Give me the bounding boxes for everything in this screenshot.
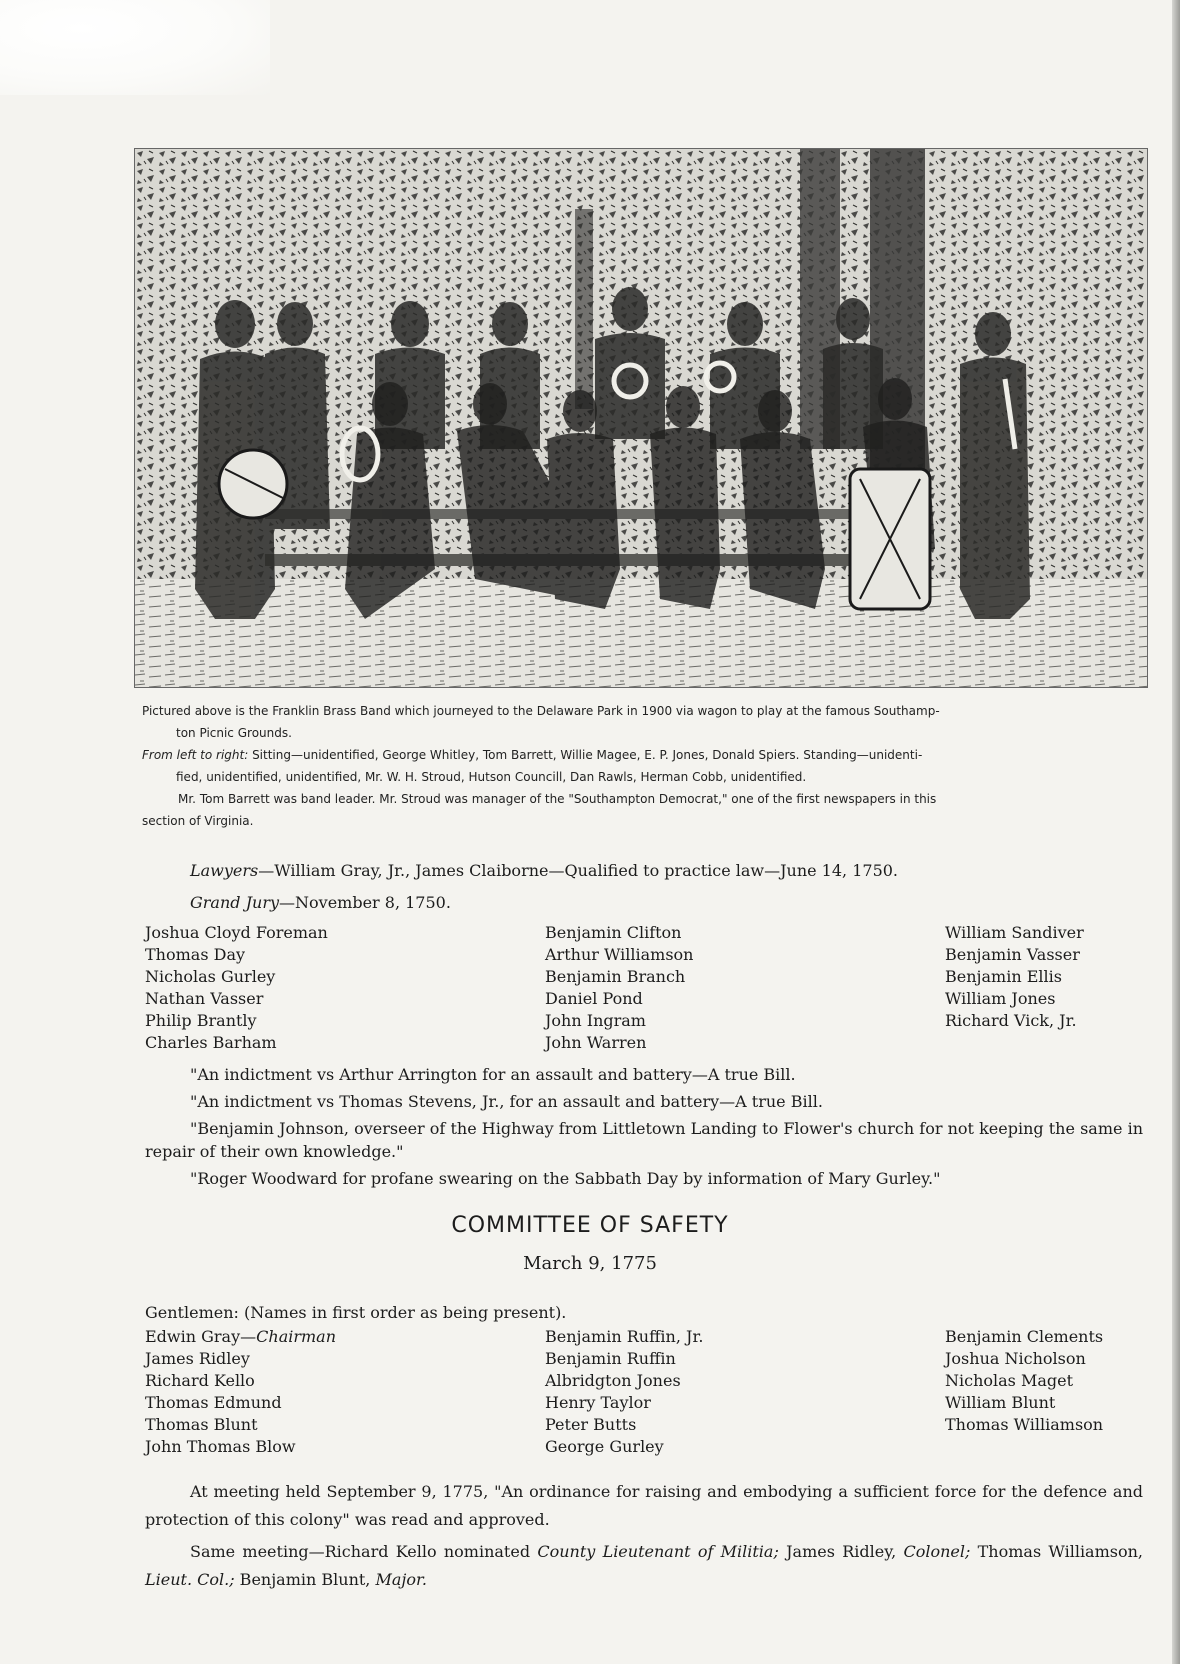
closing-text: James Ridley,	[778, 1542, 904, 1561]
indictments-section	[145, 1063, 1143, 1194]
jury-column-3	[945, 922, 1084, 1032]
closing-rank: County Lieutenant of Militia;	[537, 1542, 779, 1561]
closing-paragraph: At meeting held September 9, 1775, "An ordinance for raising and embodying a sufficient force for the defence and protection of this colony" was read and approved.	[145, 1482, 1143, 1529]
committee-name: Benjamin Ruffin	[545, 1349, 676, 1368]
committee-name: Benjamin Ruffin, Jr.	[545, 1327, 704, 1346]
lawyers-label: Lawyers	[190, 861, 259, 880]
caption-lead: From left to right:	[142, 748, 249, 762]
committee-name: Thomas Blunt	[145, 1415, 258, 1434]
jury-name: Philip Brantly	[145, 1011, 257, 1030]
caption-line: section of Virginia.	[142, 814, 254, 828]
indictment-paragraph: "Benjamin Johnson, overseer of the Highway from Littletown Landing to Flower's church for not keeping the same in repair of their own knowledge."	[145, 1119, 1143, 1161]
caption-line	[142, 744, 1144, 766]
committee-date: March 9, 1775	[523, 1253, 657, 1274]
jury-name: Charles Barham	[145, 1033, 277, 1052]
caption-text: Sitting—unidentified, George Whitley, Tom Barrett, Willie Magee, E. P. Jones, Donald Spiers. Standing—unidenti-	[248, 748, 923, 762]
committee-intro: Gentlemen: (Names in first order as being present).	[145, 1303, 567, 1322]
committee-name: Benjamin Clements	[945, 1327, 1104, 1346]
jury-name: Daniel Pond	[545, 989, 643, 1008]
committee-column-1	[145, 1326, 336, 1458]
closing-rank: Colonel;	[903, 1542, 971, 1561]
jury-name: Benjamin Ellis	[945, 967, 1062, 986]
closing-text: Thomas Williamson,	[970, 1542, 1143, 1561]
committee-name: Thomas Williamson	[945, 1415, 1104, 1434]
committee-name: James Ridley	[145, 1349, 250, 1368]
committee-name: Richard Kello	[145, 1371, 255, 1390]
jury-name: Arthur Williamson	[545, 945, 694, 964]
jury-name: Benjamin Clifton	[545, 923, 682, 942]
jury-name: Joshua Cloyd Foreman	[145, 923, 328, 942]
caption-line: fied, unidentified, unidentified, Mr. W. H. Stroud, Hutson Councill, Dan Rawls, Herman Cobb, unidentified.	[176, 770, 807, 784]
scan-blemish	[0, 0, 270, 95]
committee-name: Joshua Nicholson	[945, 1349, 1086, 1368]
committee-names	[145, 1326, 1145, 1461]
band-photograph	[134, 148, 1148, 688]
grand-jury-label: Grand Jury	[190, 893, 280, 912]
jury-name: Benjamin Branch	[545, 967, 686, 986]
closing-text: Benjamin Blunt,	[234, 1570, 376, 1589]
lawyers-text: —William Gray, Jr., James Claiborne—Qualified to practice law—June 14, 1750.	[258, 861, 899, 880]
caption-line: ton Picnic Grounds.	[176, 726, 292, 740]
jury-name: William Sandiver	[945, 923, 1084, 942]
committee-name: Thomas Edmund	[145, 1393, 282, 1412]
chair-name: Edwin Gray—	[145, 1327, 257, 1346]
lawyers-section	[190, 855, 1090, 919]
band-photograph-image	[135, 149, 1147, 687]
closing-paragraph	[145, 1538, 1143, 1594]
closing-rank: Lieut. Col.;	[145, 1570, 235, 1589]
committee-name: William Blunt	[945, 1393, 1056, 1412]
committee-name: John Thomas Blow	[145, 1437, 296, 1456]
jury-name: John Ingram	[545, 1011, 646, 1030]
committee-name: George Gurley	[545, 1437, 664, 1456]
committee-name: Nicholas Maget	[945, 1371, 1074, 1390]
grand-jury-line	[190, 887, 1090, 919]
page-edge-shadow	[1172, 0, 1180, 1664]
closing-rank: Major.	[375, 1570, 427, 1589]
indictment-paragraph: "An indictment vs Thomas Stevens, Jr., for an assault and battery—A true Bill.	[190, 1092, 823, 1111]
grand-jury-names	[145, 922, 1145, 1057]
jury-name: Benjamin Vasser	[945, 945, 1080, 964]
committee-column-3	[945, 1326, 1103, 1436]
indictment-paragraph: "Roger Woodward for profane swearing on the Sabbath Day by information of Mary Gurley."	[190, 1169, 941, 1188]
jury-name: John Warren	[545, 1033, 647, 1052]
grand-jury-date: —November 8, 1750.	[279, 893, 451, 912]
jury-name: Richard Vick, Jr.	[945, 1011, 1077, 1030]
caption-line: Pictured above is the Franklin Brass Band which journeyed to the Delaware Park in 1900 via wagon to play at the famous Southamp-	[142, 704, 940, 718]
jury-name: Nathan Vasser	[145, 989, 264, 1008]
jury-name: William Jones	[945, 989, 1056, 1008]
caption-line: Mr. Tom Barrett was band leader. Mr. Stroud was manager of the "Southampton Democrat," one of the first newspapers in this	[178, 792, 937, 806]
committee-title: COMMITTEE OF SAFETY	[451, 1213, 729, 1238]
committee-name: Henry Taylor	[545, 1393, 651, 1412]
lawyers-line	[190, 855, 1090, 887]
committee-chair	[145, 1326, 336, 1348]
committee-name: Peter Butts	[545, 1415, 637, 1434]
photo-caption	[142, 700, 1144, 832]
jury-name: Nicholas Gurley	[145, 967, 276, 986]
closing-section	[145, 1478, 1143, 1598]
committee-name: Albridgton Jones	[545, 1371, 681, 1390]
closing-text: Same meeting—Richard Kello nominated	[190, 1542, 538, 1561]
indictment-paragraph: "An indictment vs Arthur Arrington for an assault and battery—A true Bill.	[190, 1065, 796, 1084]
committee-column-2	[545, 1326, 703, 1458]
chair-role: Chairman	[256, 1327, 337, 1346]
jury-column-2	[545, 922, 693, 1054]
jury-name: Thomas Day	[145, 945, 246, 964]
jury-column-1	[145, 922, 328, 1054]
